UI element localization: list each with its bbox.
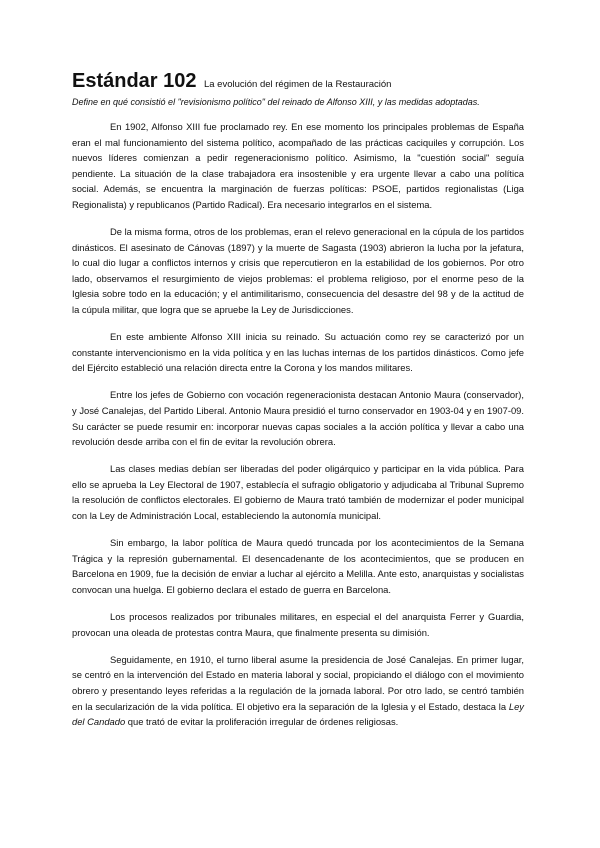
paragraph-6: Sin embargo, la labor política de Maura quedó truncada por los acontecimientos de la Semana Trágica y la represión gubernamental. El desencadenante de los acontecimientos, que se producen en Barcelona en 1909, fue la decisión de enviar a luchar al ejército a Melilla. Ante esto, anarquistas y socialistas convocan una huelga. El gobierno declara el estado de guerra en Barcelona. [72,537,524,595]
paragraph-8 [72,652,524,730]
paragraph-8-text-start: Seguidamente, en 1910, el turno liberal asume la presidencia de José Canalejas. En primer lugar, se centró en la intervención del Estado en materia laboral y social, propiciando el diálogo con el movimiento obrero y presentando leyes referidas a la regulación de la jornada laboral. Por otro lado, se centró también en la secularización de la vida política. El objetivo era la separación de la Iglesia y el Estado, destaca la [72,653,524,712]
question-text: Define en qué consistió el "revisionismo político" del reinado de Alfonso XIII, y las medidas adoptadas. [72,97,480,107]
paragraph-5: Las clases medias debían ser liberadas del poder oligárquico y participar en la vida pública. Para ello se aprueba la Ley Electoral de 1907, establecía el sufragio obligatorio y adjudicaba al Tribunal Supremo la resolución de conflictos electorales. El gobierno de Maura trató también de modernizar el poder municipal con la Ley de Administración Local, estableciendo la autonomía municipal. [72,463,524,522]
paragraph-4: Entre los jefes de Gobierno con vocación regeneracionista destacan Antonio Maura (conservador), y José Canalejas, del Partido Liberal. Antonio Maura presidió el turno conservador en 1903-04 y en 1907-09. Su carácter se puede resumir en: incorporar nuevas capas sociales a la acción política y llevar a cabo una revolución desde arriba con el fin de evitar la revolución obrera. [72,389,524,448]
ley-del-candado-emphasis: Ley del Candado [72,700,524,728]
paragraph-2: De la misma forma, otros de los problemas, eran el relevo generacional en la cúpula de los partidos dinásticos. El asesinato de Cánovas (1897) y la muerte de Sagasta (1903) abrieron la lucha por la jefatura, lo cual dio lugar a conflictos internos y crisis que repercutieron en la estabilidad de los gobiernos. Por otro lado, observamos el resurgimiento de viejos problemas: el problema religioso, por el enorme peso de la Iglesia sobre todo en la educación; y el antimilitarismo, consecuencia del desastre del 98 y de la actitud de la cúpula militar, que logra que se apruebe la Ley de Jurisdicciones. [72,226,524,316]
paragraph-3: En este ambiente Alfonso XIII inicia su reinado. Su actuación como rey se caracterizó por un constante intervencionismo en la vida política y en las luchas internas de los partidos dinásticos. Como jefe del Ejército estableció una relación directa entre la Corona y los mandos militares. [72,331,524,374]
page-title: Estándar 102 [72,70,197,92]
paragraph-1: En 1902, Alfonso XIII fue proclamado rey. En ese momento los principales problemas de España eran el mal funcionamiento del sistema político, acompañado de las prácticas caciquiles y corrupción. Los nuevos líderes comienzan a pedir regeneracionismo político. Asimismo, la "cuestión social" seguía pendiente. La situación de la clase trabajadora era insostenible y era urgente llevar a cabo una política social. Además, se encuentra la marginación de fuerzas políticas: PSOE, partidos regionalistas (Liga Regionalista) y republicanos (Partido Radical). Era necesario integrarlos en el sistema. [72,121,524,210]
title-row [72,70,524,96]
page-subtitle: La evolución del régimen de la Restauración [203,79,392,90]
paragraph-7: Los procesos realizados por tribunales militares, en especial el del anarquista Ferrer y Guardia, provocan una oleada de protestas contra Maura, que finalmente presenta su dimisión. [72,611,524,638]
paragraph-8-text-end: que trató de evitar la proliferación irregular de órdenes religiosas. [125,716,399,728]
document-page [72,70,524,741]
